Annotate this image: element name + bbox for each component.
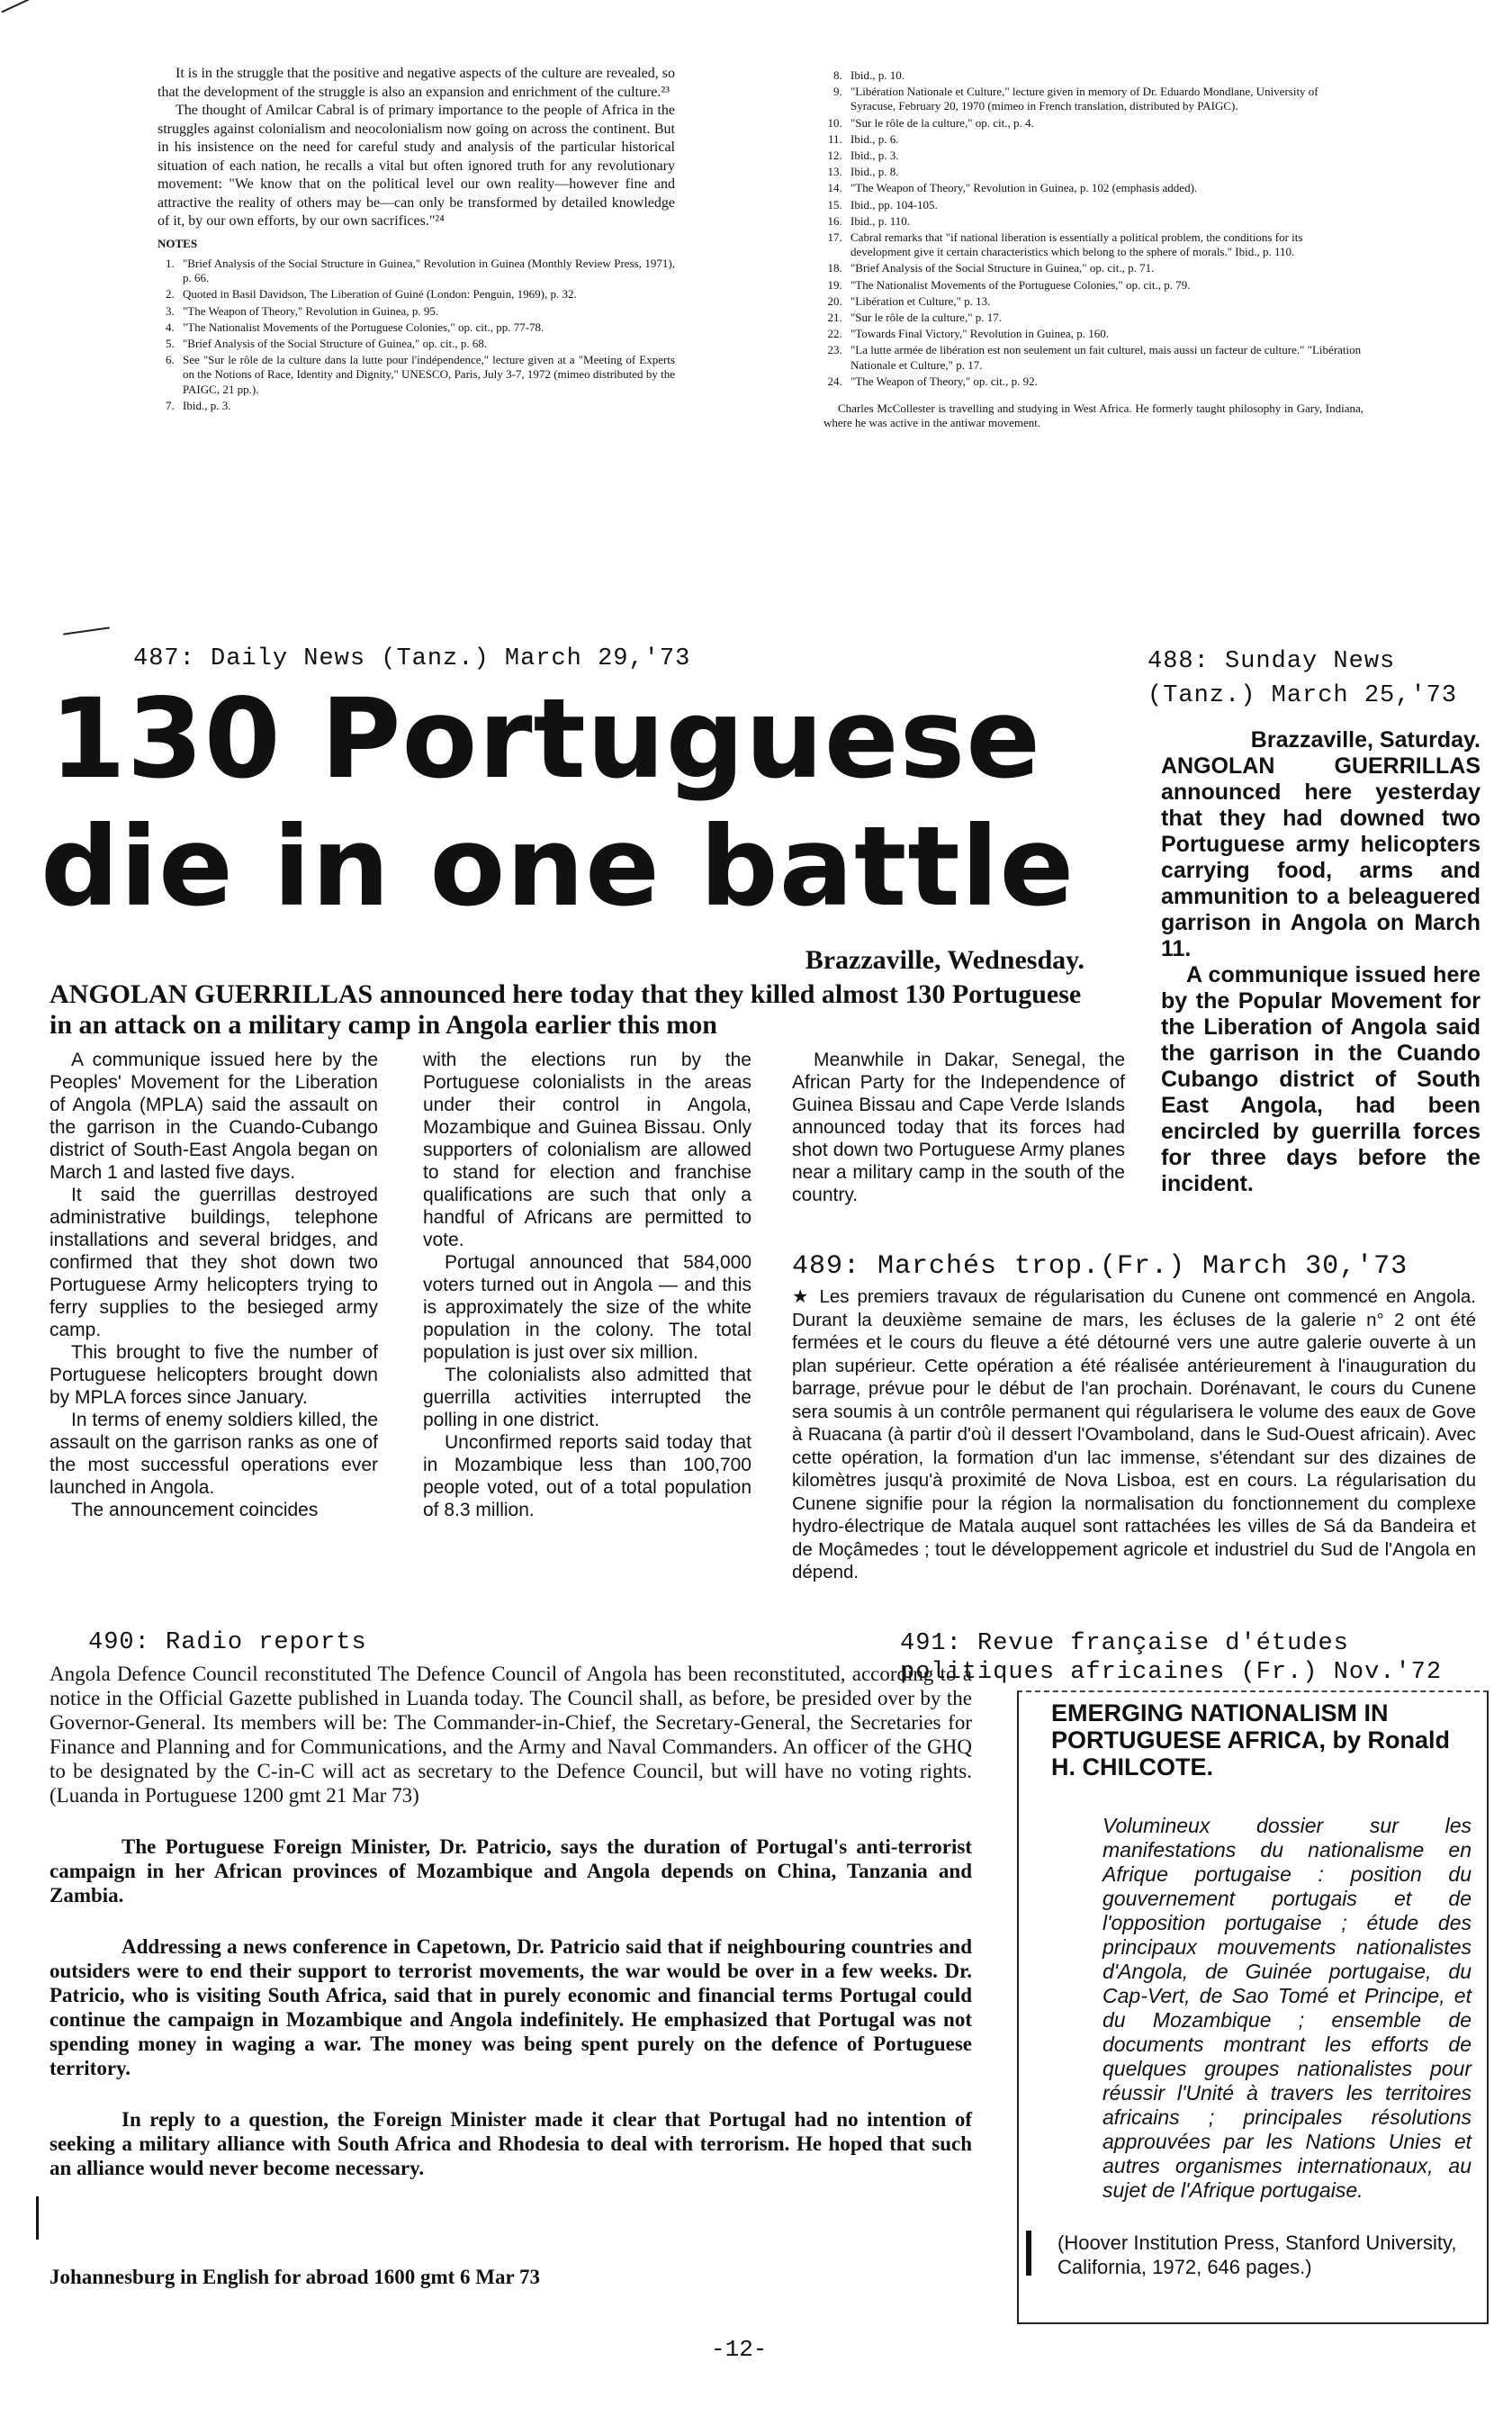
note-item: 18. "Brief Analysis of the Social Structure in Guinea," op. cit., p. 71. (845, 261, 1364, 275)
notes-list-right (824, 68, 1364, 389)
note-item: 5. "Brief Analysis of the Social Structure of Guinea," op. cit., p. 68. (177, 337, 675, 351)
note-item: 23. "La lutte armée de libération est non seulement un fait culturel, mais aussi un facteur de culture." "Libération Nationale et Culture," p. 17. (845, 343, 1364, 372)
note-item: 1. "Brief Analysis of the Social Structure in Guinea," Revolution in Guinea (Monthly Review Press, 1971), p. 66. (177, 257, 675, 285)
pen-mark (63, 627, 110, 635)
article-column-1 (50, 1049, 378, 1521)
note-item: 3. "The Weapon of Theory," Revolution in Guinea, p. 95. (177, 304, 675, 319)
note-item: 4. "The Nationalist Movements of the Portuguese Colonies," op. cit., pp. 77-78. (177, 320, 675, 335)
note-item: 9. "Libération Nationale et Culture," lecture given in memory of Dr. Eduardo Mondlane, University of Syracuse, February 20, 1970 (mimeo in French translation, distributed by PAIGC). (845, 85, 1364, 113)
book-publisher: (Hoover Institution Press, Stanford University, California, 1972, 646 pages.) (1058, 2231, 1457, 2278)
article-paragraph: The announcement coincides (71, 1500, 319, 1520)
article-490 (50, 1662, 972, 2180)
note-item: 12. Ibid., p. 3. (845, 149, 1364, 163)
dateline: Brazzaville, Wednesday. (805, 945, 1084, 975)
source-tag-488: 488: Sunday News (Tanz.) March 25,'73 (1148, 648, 1458, 709)
note-item: 16. Ibid., p. 110. (845, 214, 1364, 229)
radio-source-line: Johannesburg in English for abroad 1600 gmt 6 Mar 73 (50, 2266, 541, 2288)
essay-paragraph: It is in the struggle that the positive and negative aspects of the culture are revealed, so that the development of the struggle is also an expansion and enrichment of the culture.²³ (158, 66, 675, 100)
headline-line-2: die in one battle (40, 803, 1076, 931)
article-paragraph: Portugal announced that 584,000 voters turned out in Angola — and this is approximately the size of the white population in the colony. The total population is just over six million. (423, 1252, 752, 1363)
article-paragraph: The Portuguese Foreign Minister, Dr. Patricio, says the duration of Portugal's anti-terrorist campaign in her African provinces of Mozambique and Angola depends on China, Tanzania and Zambia. (50, 1835, 972, 1907)
notes-list-left (158, 257, 675, 413)
article-paragraph: Addressing a news conference in Capetown, Dr. Patricio said that if neighbouring countries and outsiders were to end their support to terrorist movements, the war would be over in a few weeks. Dr. Patricio, who is visiting South Africa, said that in purely economic and financial terms Portugal could continue the campaign in Mozambique and Angola indefinitely. He emphasized that Portugal was not spending money in waging a war. The money was being spent purely on the defence of Portuguese territory. (50, 1935, 972, 2079)
page-number: -12- (711, 2336, 768, 2363)
article-paragraph: In terms of enemy soldiers killed, the assault on the garrison ranks as one of the most successful operations ever launched in Angola. (50, 1410, 378, 1498)
note-item: 21. "Sur le rôle de la culture," p. 17. (845, 311, 1364, 325)
article-column-2 (423, 1049, 752, 1521)
note-item: 6. See "Sur le rôle de la culture dans la lutte pour l'indépendence," lecture given at a "Meeting of Experts on the Notions of Race, Identity and Dignity," UNESCO, Paris, July 3-7, 1972 (mimeo distributed by the PAIGC, 21 pp.). (177, 353, 675, 397)
article-column-3 (792, 1049, 1125, 1206)
article-488 (1161, 727, 1480, 1197)
note-item: 22. "Towards Final Victory," Revolution in Guinea, p. 160. (845, 327, 1364, 341)
article-paragraph: A communique issued here by the Popular Movement for the Liberation of Angola said the garrison in the Cuando Cubango district of South East Angola, had been encircled by guerrilla forces for three days before the incident. (1161, 962, 1480, 1196)
book-title: EMERGING NATIONALISM IN PORTUGUESE AFRICA, by Ronald H. CHILCOTE. (1051, 1699, 1451, 1780)
article-paragraph: Meanwhile in Dakar, Senegal, the African Party for the Independence of Guinea Bissau and Cape Verde Islands announced today that its forces had shot down two Portuguese Army planes near a military camp in the south of the country. (792, 1050, 1125, 1205)
note-item: 19. "The Nationalist Movements of the Portuguese Colonies," op. cit., p. 79. (845, 278, 1364, 293)
dateline: Brazzaville, Saturday. (1250, 727, 1480, 753)
source-tag-487: 487: Daily News (Tanz.) March 29,'73 (133, 645, 691, 672)
source-tag-491: 491: Revue française d'études politiques africaines (Fr.) Nov.'72 (900, 1630, 1443, 1686)
note-item: 11. Ibid., p. 6. (845, 132, 1364, 147)
article-paragraph: The colonialists also admitted that guerrilla activities interrupted the polling in one district. (423, 1365, 752, 1430)
article-paragraph: A communique issued here by the Peoples' Movement for the Liberation of Angola (MPLA) said the assault on the garrison in the Cuando-Cubango district of South-East Angola began on March 1 and lasted five days. (50, 1050, 378, 1183)
lead-paragraph: ANGOLAN GUERRILLAS announced here today that they killed almost 130 Portuguese in an attack on a military camp in Angola earlier this mon (50, 979, 1082, 1040)
note-item: 14. "The Weapon of Theory," Revolution in Guinea, p. 102 (emphasis added). (845, 181, 1364, 195)
source-tag-489: 489: Marchés trop.(Fr.) March 30,'73 (792, 1251, 1408, 1282)
essay-left-column (158, 65, 675, 415)
essay-paragraph: The thought of Amilcar Cabral is of primary importance to the people of Africa in the struggles against colonialism and neocolonialism now going on across the continent. But in his insistence on the need for careful study and analysis of the particular historical situation of each nation, he recalls a vital but often ignored truth for any revolutionary movement: "We know that on the political level our own reality—however fine and attractive the reality of others may be—can only be transformed by detailed knowledge of it, by our own efforts, by our own sacrifices."²⁴ (158, 103, 675, 229)
note-item: 17. Cabral remarks that "if national liberation is essentially a political problem, the conditions for its development give it certain characteristics which belong to the sphere of morals." Ibid., p. 110. (845, 230, 1364, 259)
pen-mark (1, 0, 34, 13)
article-489: ★ Les premiers travaux de régularisation du Cunene ont commencé en Angola. Durant la deuxième semaine de mars, les écluses de la galerie n° 2 ont été fermées et le cours du fleuve a été détourné vers une autre galerie ouverte à un plan supérieur. Cette opération a été réalisée antérieurement à l'inauguration du barrage, prévue pour le début de l'an prochain. Dorénavant, le cours du Cunene sera soumis à un contrôle permanent qui régularisera le volume des eaux de Gove à Ruacana (à partir d'où il dessert l'Ovamboland, dans le Sud-Ouest africain). Avec cette opération, la formation d'un lac immense, s'étendant sur des dizaines de kilomètres jusqu'à proximité de Nova Lisboa, est en cours. La régularisation du Cunene signifie pour la région la normalisation du fonctionnement du complexe hydro-électrique de Matala auquel sont rattachées les villes de Sá da Bandeira et de Moçâmedes ; tout le développement agricole et industriel du Sud de l'Angola en dépend. (792, 1286, 1476, 1582)
note-item: 15. Ibid., pp. 104-105. (845, 198, 1364, 212)
article-paragraph: It said the guerrillas destroyed administrative buildings, telephone installations and several bridges, and confirmed that they shot down two Portuguese Army helicopters trying to ferry supplies to the besieged army camp. (50, 1185, 378, 1340)
headline-line-1: 130 Portuguese (50, 675, 1041, 803)
author-note: Charles McCollester is travelling and studying in West Africa. He formerly taught philosophy in Gary, Indiana, where he was active in the antiwar movement. (824, 401, 1364, 430)
source-tag-490: 490: Radio reports (88, 1629, 367, 1656)
note-item: 10. "Sur le rôle de la culture," op. cit., p. 4. (845, 116, 1364, 131)
note-item: 24. "The Weapon of Theory," op. cit., p. 92. (845, 374, 1364, 389)
article-paragraph: This brought to five the number of Portuguese helicopters brought down by MPLA forces since January. (50, 1342, 378, 1408)
note-item: 7. Ibid., p. 3. (177, 399, 675, 413)
notes-heading: NOTES (158, 236, 198, 250)
article-paragraph: In reply to a question, the Foreign Minister made it clear that Portugal had no intention of seeking a military alliance with South Africa and Rhodesia to deal with terrorism. He hoped that such an alliance would never become necessary. (50, 2108, 972, 2179)
margin-bar (1026, 2231, 1031, 2276)
article-paragraph: Unconfirmed reports said today that in Mozambique less than 100,700 people voted, out of a total population of 8.3 million. (423, 1432, 752, 1520)
note-item: 20. "Libération et Culture," p. 13. (845, 294, 1364, 309)
margin-bracket (36, 2196, 39, 2240)
article-paragraph: Angola Defence Council reconstituted The Defence Council of Angola has been reconstituted, according to a notice in the Official Gazette published in Luanda today. The Council shall, as before, be presided over by the Governor-General. Its members will be: The Commander-in-Chief, the Secretary-General, the Secretaries for Finance and Planning and for Communications, and the Army and Naval Commanders. An officer of the GHQ to be designated by the C-in-C will act as secretary to the Defence Council, but will have no voting rights. (Luanda in Portuguese 1200 gmt 21 Mar 73) (50, 1663, 972, 1807)
book-description: Volumineux dossier sur les manifestations du nationalisme en Afrique portugaise : position du gouvernement portugais et de l'opposition portugaise ; étude des principaux mouvements nationalistes d'Angola, de Guinée portugaise, du Cap-Vert, de Sao Tomé et Principe, et du Mozambique ; ensemble de documents montrant les efforts de quelques groupes nationalistes pour réussir l'Unité à travers les territoires africains ; principales résolutions approuvées par les Nations Unies et autres organismes internationaux, au sujet de l'Afrique portugaise. (1102, 1814, 1472, 2202)
essay-right-column (824, 65, 1364, 430)
note-item: 13. Ibid., p. 8. (845, 165, 1364, 179)
article-paragraph: with the elections run by the Portuguese colonialists in the areas under their control in Angola, Mozambique and Guinea Bissau. Only supporters of colonialism are allowed to stand for election and franchise qualifications are such that only a handful of Africans are permitted to vote. (423, 1050, 752, 1250)
note-item: 2. Quoted in Basil Davidson, The Liberation of Guiné (London: Penguin, 1969), p. 32. (177, 287, 675, 302)
article-paragraph: ANGOLAN GUERRILLAS announced here yesterday that they had downed two Portuguese army helicopters carrying food, arms and ammunition to a beleaguered garrison in Angola on March 11. (1161, 753, 1480, 961)
note-item: 8. Ibid., p. 10. (845, 68, 1364, 83)
headline (40, 675, 1130, 931)
